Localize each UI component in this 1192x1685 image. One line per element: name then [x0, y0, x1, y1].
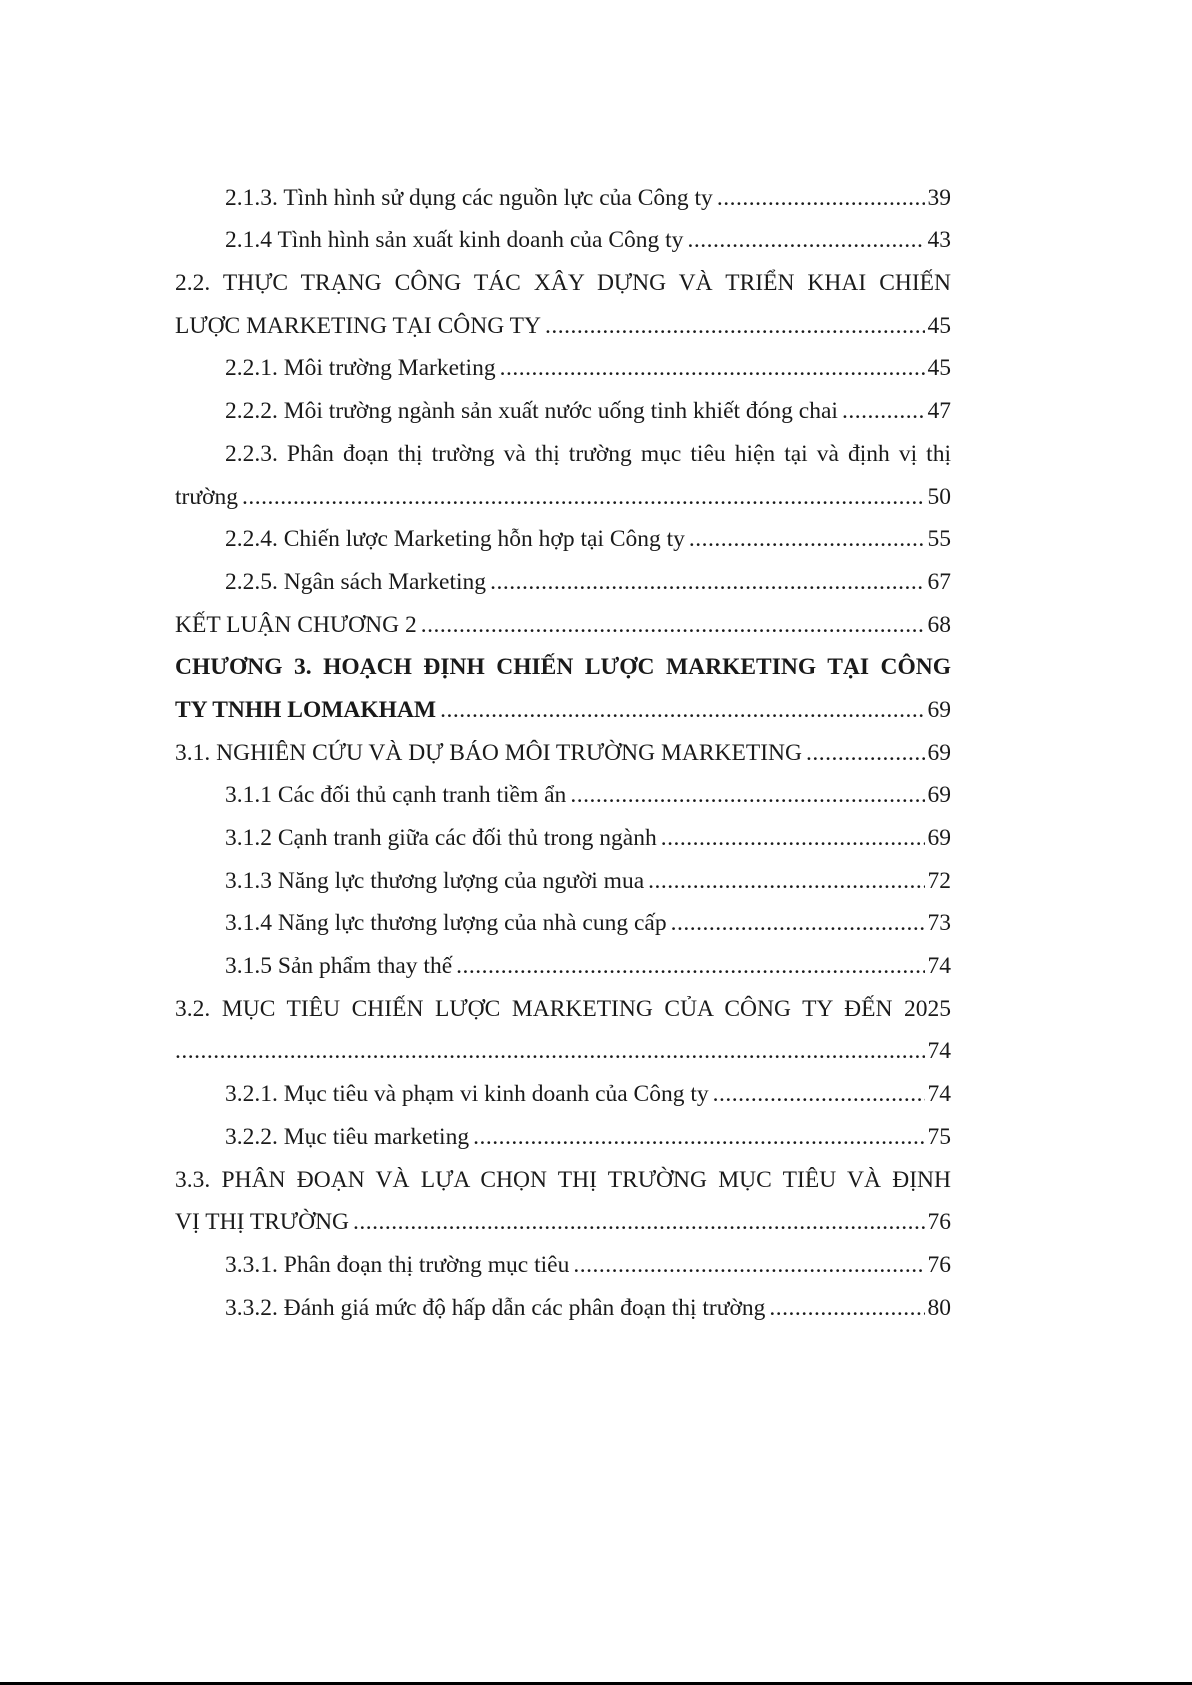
dot-leader — [689, 526, 925, 553]
toc-entry-title: 2.2.2. Môi trường ngành sản xuất nước uống tinh khiết đóng chai — [225, 398, 838, 425]
toc-entry-page: 47 — [927, 398, 951, 425]
dot-leader — [353, 1209, 924, 1236]
dot-leader — [671, 910, 925, 937]
toc-entry-title: 3.1.5 Sản phẩm thay thế — [225, 953, 453, 980]
toc-entry-title: 2.2. THỰC TRẠNG CÔNG TÁC XÂY DỰNG VÀ TRIỂN KHAI CHIẾN — [175, 270, 951, 297]
dot-leader — [806, 740, 925, 767]
toc-entry-line — [175, 254, 951, 297]
dot-leader — [545, 313, 925, 340]
toc-entry — [175, 1279, 951, 1322]
toc-entry-page: 75 — [927, 1123, 951, 1150]
toc-entry — [175, 297, 951, 340]
dot-leader — [500, 355, 925, 382]
toc-entry — [175, 468, 951, 511]
dot-leader — [661, 825, 925, 852]
dot-leader — [842, 398, 925, 425]
toc-entry-title: 2.1.4 Tình hình sản xuất kinh doanh của Công ty — [225, 227, 684, 254]
toc-entry-page: 45 — [927, 355, 951, 382]
toc-entry-page: 69 — [927, 825, 951, 851]
dot-leader — [769, 1295, 924, 1322]
toc-entry — [175, 553, 951, 596]
toc-entry-page: 55 — [927, 526, 951, 553]
toc-entry — [175, 596, 951, 639]
toc-entry — [175, 895, 951, 938]
toc-entry — [175, 852, 951, 895]
toc-entry-title: 3.2.1. Mục tiêu và phạm vi kinh doanh của Công ty — [225, 1081, 709, 1108]
toc-entry — [175, 1065, 951, 1108]
toc-entry — [175, 382, 951, 425]
toc-entry-title: 3.1.4 Năng lực thương lượng của nhà cung cấp — [225, 910, 667, 937]
toc-entry-page: 72 — [927, 867, 951, 894]
toc-entry-page: 74 — [927, 1081, 951, 1108]
toc-entry — [175, 212, 951, 255]
toc-entry — [175, 809, 951, 852]
toc-entry-page: 76 — [927, 1251, 951, 1278]
dot-leader — [490, 569, 924, 596]
toc-entry — [175, 937, 951, 980]
toc-entry-title: 3.3.1. Phân đoạn thị trường mục tiêu — [225, 1251, 570, 1278]
toc-entry-title: 3.1.1 Các đối thủ cạnh tranh tiềm ẩn — [225, 782, 567, 809]
toc-entry — [175, 724, 951, 767]
dot-leader — [570, 782, 924, 809]
toc-entry — [175, 1236, 951, 1279]
toc-entry — [175, 1023, 951, 1066]
toc-chapter-title: CHƯƠNG 3. HOẠCH ĐỊNH CHIẾN LƯỢC MARKETING TẠI CÔNG — [175, 654, 951, 681]
toc-entry-title: 2.2.1. Môi trường Marketing — [225, 355, 496, 382]
toc-entry-page: 76 — [927, 1209, 951, 1236]
dot-leader — [456, 953, 924, 980]
toc-entry-title: 2.2.5. Ngân sách Marketing — [225, 568, 487, 595]
toc-entry-title: 3.2. MỤC TIÊU CHIẾN LƯỢC MARKETING CỦA CÔNG TY ĐẾN 2025 — [175, 995, 951, 1022]
dot-leader — [440, 697, 924, 724]
toc-entry — [175, 1194, 951, 1237]
toc-entry-page: 73 — [927, 910, 951, 937]
toc-chapter-line — [175, 639, 951, 682]
toc-entry-title-cont: trường — [175, 483, 239, 510]
toc-entry — [175, 767, 951, 810]
toc-entry-page: 43 — [927, 227, 951, 254]
toc-entry-title-cont: LƯỢC MARKETING TẠI CÔNG TY — [175, 312, 541, 339]
toc-entry-line — [175, 1151, 951, 1194]
dot-leader — [473, 1124, 924, 1151]
toc-entry-page: 50 — [927, 483, 951, 510]
dot-leader — [573, 1252, 924, 1279]
toc-entry — [175, 681, 951, 724]
toc-entry-title: 2.2.4. Chiến lược Marketing hỗn hợp tại Công ty — [225, 526, 685, 553]
toc-entry-line — [175, 425, 951, 468]
dot-leader — [242, 484, 924, 511]
toc-entry-title: 3.1.3 Năng lực thương lượng của người mua — [225, 867, 645, 894]
toc-entry-title: 2.1.3. Tình hình sử dụng các nguồn lực của Công ty — [225, 184, 713, 211]
toc-entry — [175, 1108, 951, 1151]
toc-entry-title: 3.1. NGHIÊN CỨU VÀ DỰ BÁO MÔI TRƯỜNG MARKETING — [175, 739, 802, 766]
dot-leader — [421, 612, 925, 639]
toc-entry-page: 74 — [927, 953, 951, 980]
toc-entry-title: 3.3.2. Đánh giá mức độ hấp dẫn các phân đoạn thị trường — [225, 1294, 766, 1321]
toc-entry-page: 45 — [927, 312, 951, 339]
toc-entry — [175, 169, 951, 212]
toc-entry — [175, 340, 951, 383]
toc-entry-page: 69 — [927, 696, 951, 723]
toc-entry-page: 69 — [927, 782, 951, 809]
table-of-contents — [175, 169, 951, 1322]
toc-entry-title: 3.1.2 Cạnh tranh giữa các đối thủ trong ngành — [225, 825, 657, 851]
dot-leader — [175, 1038, 925, 1065]
toc-entry-page: 74 — [927, 1038, 951, 1065]
toc-entry — [175, 511, 951, 554]
toc-entry-title: 2.2.3. Phân đoạn thị trường và thị trường mục tiêu hiện tại và định vị thị — [225, 440, 951, 467]
toc-entry-title: 3.2.2. Mục tiêu marketing — [225, 1123, 470, 1150]
toc-entry-page: 69 — [927, 739, 951, 766]
dot-leader — [687, 227, 924, 254]
toc-entry-page: 67 — [927, 568, 951, 595]
toc-entry-title: 3.3. PHÂN ĐOẠN VÀ LỰA CHỌN THỊ TRƯỜNG MỤC TIÊU VÀ ĐỊNH — [175, 1166, 951, 1193]
toc-chapter-title-cont: TY TNHH LOMAKHAM — [175, 696, 437, 723]
dot-leader — [713, 1081, 925, 1108]
toc-entry-title-cont: VỊ THỊ TRƯỜNG — [175, 1209, 350, 1236]
dot-leader — [648, 868, 924, 895]
toc-entry-page: 39 — [927, 184, 951, 211]
toc-entry-page: 80 — [927, 1294, 951, 1321]
dot-leader — [717, 185, 925, 212]
toc-entry-page: 68 — [927, 611, 951, 638]
toc-entry-title: KẾT LUẬN CHƯƠNG 2 — [175, 611, 417, 638]
toc-entry-line — [175, 980, 951, 1023]
